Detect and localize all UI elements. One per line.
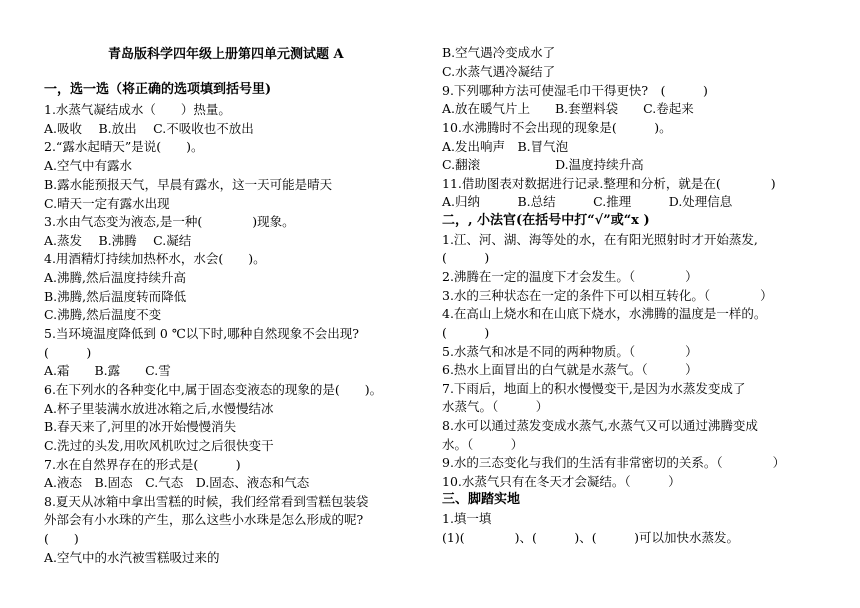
tf4-bracket: ( ) [442, 325, 490, 340]
q6-option-c: C.洗过的头发,用吹风机吹过之后很快变干 [44, 438, 274, 453]
q8-line-1: 8.夏天从冰箱中拿出雪糕的时候，我们经常看到雪糕包装袋 [44, 494, 369, 509]
tf10-line: 10.水蒸气只有在冬天才会凝结。（ ） [442, 474, 681, 489]
tf5-line: 5.水蒸气和冰是不同的两种物质。（ ） [442, 344, 698, 359]
q7-line: 7.水在自然界存在的形式是( ) [44, 457, 241, 472]
q10-line: 10.水沸腾时不会出现的现象是( )。 [442, 120, 672, 135]
tf1-line: 1.江、河、湖、海等处的水，在有阳光照射时才开始蒸发, [442, 232, 758, 247]
tf4-line: 4.在高山上烧水和在山底下烧水，水沸腾的温度是一样的。 [442, 306, 767, 321]
q6-option-a: A.杯子里装满水放进冰箱之后,水慢慢结冰 [44, 401, 274, 416]
tf7-line-1: 7.下雨后，地面上的积水慢慢变干,是因为水蒸发变成了 [442, 381, 746, 396]
q2-option-a: A.空气中有露水 [44, 158, 133, 173]
section2-heading: 二，, 小法官(在括号中打“√”或“x ) [442, 213, 650, 228]
q8-option-a: A.空气中的水汽被雪糕吸过来的 [44, 550, 220, 565]
q5-bracket: ( ) [44, 345, 92, 360]
q9-line: 9.下列哪种方法可使湿毛巾干得更快? ( ) [442, 83, 708, 98]
q6-option-b: B.春天来了,河里的冰开始慢慢消失 [44, 419, 237, 434]
tf8-line-2: 水。（ ） [442, 437, 524, 452]
q3-options: A.蒸发 B.沸腾 C.凝结 [44, 233, 192, 248]
tf2-line: 2.沸腾在一定的温度下才会发生。（ ） [442, 269, 698, 284]
q10-options-2: C.翻滚 D.温度持续升高 [442, 157, 644, 172]
q11-line: 11.借助图表对数据进行记录.整理和分析，就是在( ) [442, 176, 776, 191]
q2-option-c: C.晴天一定有露水出现 [44, 196, 170, 211]
q9-options: A.放在暖气片上 B.套塑料袋 C.卷起来 [442, 101, 694, 116]
q7-options: A.液态 B.固态 C.气态 D.固态、液态和气态 [44, 475, 310, 490]
fill-heading: 1.填一填 [442, 511, 492, 526]
q8-bracket: ( ) [44, 531, 79, 546]
tf8-line-1: 8.水可以通过蒸发变成水蒸气,水蒸气又可以通过沸腾变成 [442, 418, 758, 433]
q3-line: 3.水由气态变为液态,是一种( )现象。 [44, 214, 295, 229]
q11-options: A.归纳 B.总结 C.推理 D.处理信息 [442, 194, 733, 209]
fill-item-1: (1)( )、( )、( )可以加快水蒸发。 [442, 530, 739, 545]
tf1-bracket: ( ) [442, 250, 490, 265]
q4-option-b: B.沸腾,然后温度转而降低 [44, 289, 187, 304]
q8-option-c: C.水蒸气遇冷凝结了 [442, 64, 556, 79]
q4-option-a: A.沸腾,然后温度持续升高 [44, 270, 186, 285]
tf7-line-2: 水蒸气。（ ） [442, 399, 549, 414]
page-title: 青岛版科学四年级上册第四单元测试题 A [108, 47, 344, 62]
q1-options: A.吸收 B.放出 C.不吸收也不放出 [44, 121, 254, 136]
tf3-line: 3.水的三种状态在一定的条件下可以相互转化。（ ） [442, 288, 773, 303]
section1-heading: 一，选一选（将正确的选项填到括号里) [44, 82, 272, 97]
q6-line: 6.在下列水的各种变化中,属于固态变液态的现象的是( )。 [44, 382, 383, 397]
q2-option-b: B.露水能预报天气，早晨有露水，这一天可能是晴天 [44, 177, 333, 192]
q8-line-2: 外部会有小水珠的产生，那么这些小水珠是怎么形成的呢? [44, 512, 364, 527]
q5-options: A.霜 B.露 C.雪 [44, 363, 171, 378]
q1-line: 1.水蒸气凝结成水（ ）热量。 [44, 102, 231, 117]
q4-line: 4.用酒精灯持续加热杯水，水会( )。 [44, 251, 266, 266]
q2-line: 2.“露水起晴天”是说( )。 [44, 139, 204, 154]
section3-heading: 三、脚踏实地 [442, 492, 521, 507]
q8-option-b: B.空气遇冷变成水了 [442, 45, 556, 60]
tf6-line: 6.热水上面冒出的白气就是水蒸气。（ ） [442, 362, 698, 377]
q10-options-1: A.发出响声 B.冒气泡 [442, 139, 569, 154]
q5-line: 5.当环境温度降低到 0 ℃以下时,哪种自然现象不会出现? [44, 326, 359, 341]
q4-option-c: C.沸腾,然后温度不变 [44, 307, 162, 322]
tf9-line: 9.水的三态变化与我们的生活有非常密切的关系。（ ） [442, 455, 786, 470]
